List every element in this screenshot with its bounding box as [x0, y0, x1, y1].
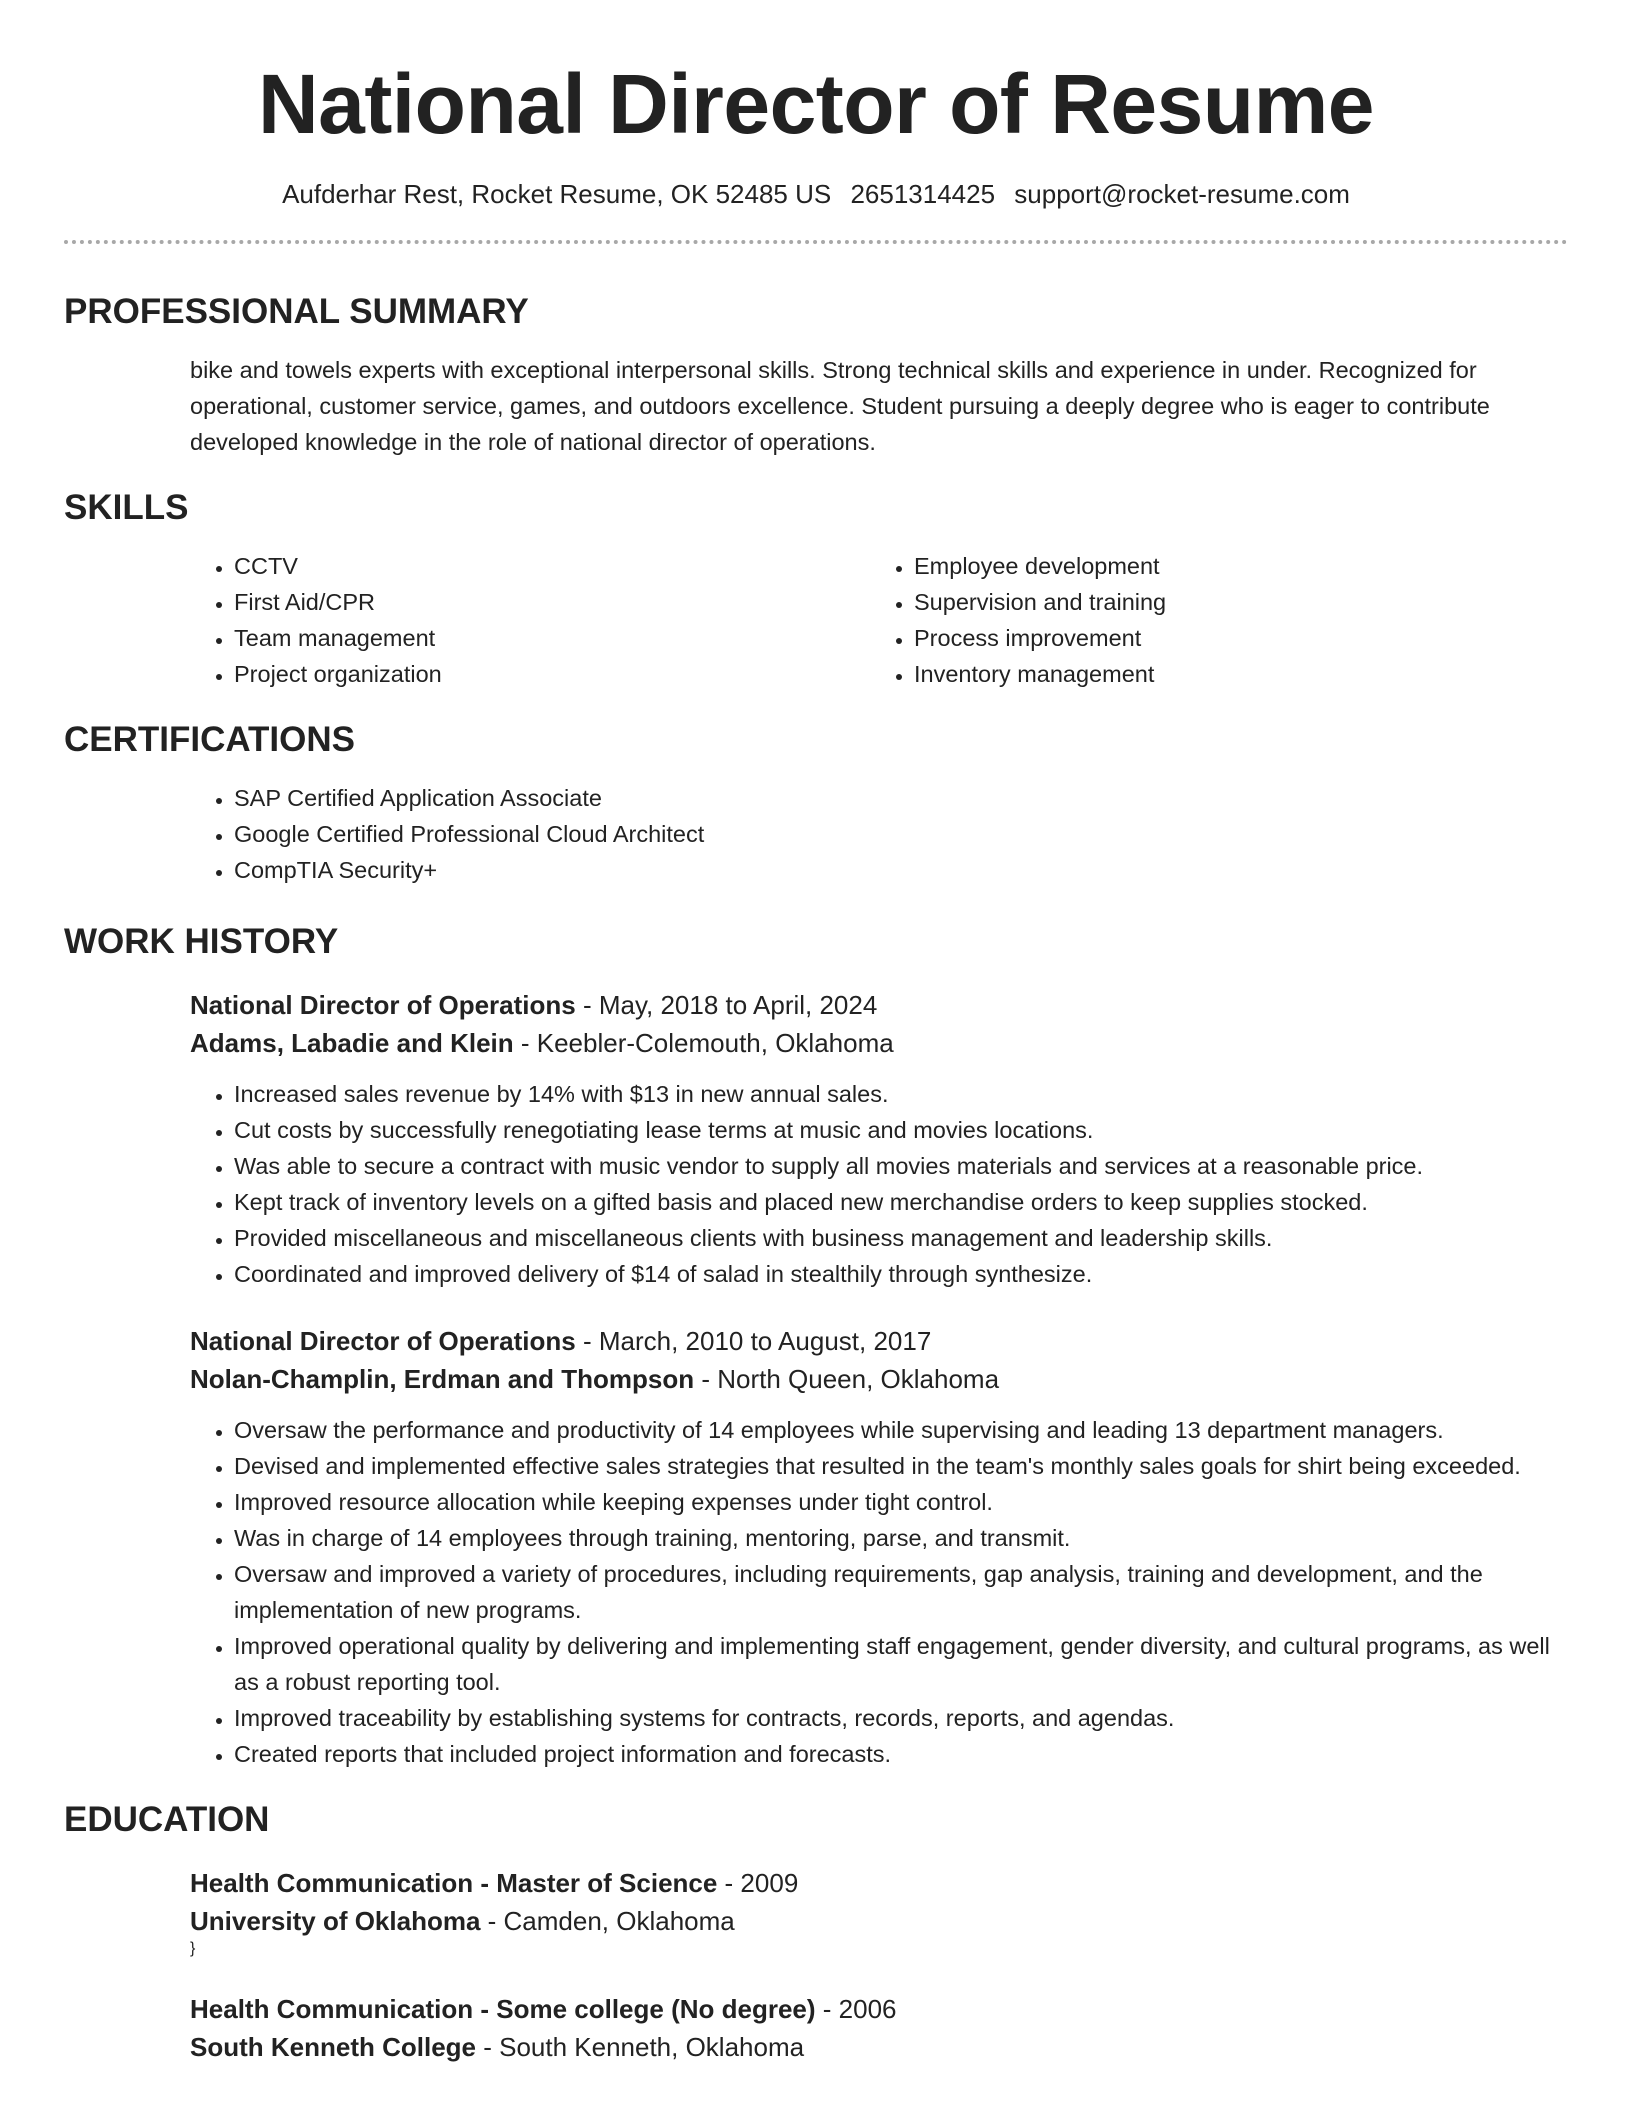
education-entry	[64, 1990, 1568, 2066]
certifications-section	[64, 718, 1568, 888]
job-role: National Director of Operations	[190, 990, 576, 1020]
job-title-line	[190, 1322, 1568, 1360]
work-history-title: WORK HISTORY	[64, 922, 339, 961]
job-bullet: • Improved traceability by establishing systems for contracts, records, reports, and agendas.	[234, 1700, 1568, 1736]
summary-text: bike and towels experts with exceptional interpersonal skills. Strong technical skills and experience in under. Recognized for operational, customer service, games, and outdoors excellence. Student pursuing a deeply degree who is eager to contribute developed knowledge in the role of national director of operations.	[190, 357, 1490, 455]
job-dates: - May, 2018 to April, 2024	[575, 990, 878, 1020]
job-title-line	[190, 986, 1568, 1024]
job-bullet: • Was able to secure a contract with music vendor to supply all movies materials and services at a reasonable price.	[234, 1148, 1568, 1184]
certification-item: • SAP Certified Application Associate	[234, 780, 1568, 816]
job-company-line	[190, 1360, 1568, 1398]
contact-address: Aufderhar Rest, Rocket Resume, OK 52485 US	[282, 179, 832, 209]
education-section	[64, 1798, 1568, 2066]
job-bullet: • Provided miscellaneous and miscellaneous clients with business management and leadership skills.	[234, 1220, 1568, 1256]
skills-title: SKILLS	[64, 488, 189, 527]
job-company: Nolan-Champlin, Erdman and Thompson	[190, 1364, 695, 1394]
work-history-section	[64, 920, 1568, 1772]
education-location: - South Kenneth, Oklahoma	[476, 2032, 805, 2062]
education-degree-line	[190, 1990, 1568, 2028]
job-bullet: • Kept track of inventory levels on a gifted basis and placed new merchandise orders to keep supplies stocked.	[234, 1184, 1568, 1220]
job-bullet: • Coordinated and improved delivery of $14 of salad in stealthily through synthesize.	[234, 1256, 1568, 1292]
job-bullet: • Improved resource allocation while keeping expenses under tight control.	[234, 1484, 1568, 1520]
skills-column-left	[190, 548, 870, 692]
certification-item: • Google Certified Professional Cloud Architect	[234, 816, 1568, 852]
job-bullet: • Increased sales revenue by 14% with $13 in new annual sales.	[234, 1076, 1568, 1112]
skills-section	[64, 486, 1568, 692]
resume-name: National Director of Resume	[257, 57, 1375, 151]
job-entry	[64, 1322, 1568, 1772]
education-degree: Health Communication - Master of Science	[190, 1868, 718, 1898]
summary-section	[64, 290, 1568, 460]
job-bullet: • Oversaw and improved a variety of procedures, including requirements, gap analysis, training and development, and the implementation of new programs.	[234, 1556, 1568, 1628]
job-bullets	[190, 1412, 1568, 1772]
education-title: EDUCATION	[64, 1800, 270, 1839]
job-role: National Director of Operations	[190, 1326, 576, 1356]
contact-line	[64, 178, 1568, 210]
contact-email: support@rocket-resume.com	[1014, 179, 1350, 209]
job-bullet: • Devised and implemented effective sales strategies that resulted in the team's monthly sales goals for shirt being exceeded.	[234, 1448, 1568, 1484]
education-location: - Camden, Oklahoma	[480, 1906, 735, 1936]
education-degree-line	[190, 1864, 1568, 1902]
education-school-line	[190, 1902, 1568, 1940]
education-year: - 2006	[815, 1994, 897, 2024]
skill-item: • Project organization	[234, 656, 870, 692]
job-bullet: • Improved operational quality by delivering and implementing staff engagement, gender diversity, and cultural programs, as well as a robust reporting tool.	[234, 1628, 1568, 1700]
education-year: - 2009	[717, 1868, 799, 1898]
job-location: - North Queen, Oklahoma	[694, 1364, 1000, 1394]
education-degree: Health Communication - Some college (No degree)	[190, 1994, 816, 2024]
job-bullets	[190, 1076, 1568, 1292]
skill-item: • Inventory management	[914, 656, 1550, 692]
job-company: Adams, Labadie and Klein	[190, 1028, 514, 1058]
job-dates: - March, 2010 to August, 2017	[575, 1326, 932, 1356]
education-school: South Kenneth College	[190, 2032, 476, 2062]
skill-item: • First Aid/CPR	[234, 584, 870, 620]
job-bullet: • Oversaw the performance and productivity of 14 employees while supervising and leading 13 department managers.	[234, 1412, 1568, 1448]
skills-column-right	[870, 548, 1550, 692]
header-divider	[64, 240, 1568, 244]
certifications-title: CERTIFICATIONS	[64, 720, 356, 759]
summary-title: PROFESSIONAL SUMMARY	[64, 292, 529, 331]
education-entry: Health Communication - Master of Science - 2009 University of Oklahoma - Camden, Oklahoma }	[64, 1864, 1568, 1958]
certification-item: • CompTIA Security+	[234, 852, 1568, 888]
education-school-line	[190, 2028, 1568, 2066]
skill-item: • Supervision and training	[914, 584, 1550, 620]
education-school: University of Oklahoma	[190, 1906, 481, 1936]
skills-grid	[64, 548, 1568, 692]
job-bullet: • Cut costs by successfully renegotiating lease terms at music and movies locations.	[234, 1112, 1568, 1148]
skill-item: • Team management	[234, 620, 870, 656]
skill-item: • CCTV	[234, 548, 870, 584]
job-bullet: • Created reports that included project information and forecasts.	[234, 1736, 1568, 1772]
skill-item: • Process improvement	[914, 620, 1550, 656]
certifications-list	[64, 780, 1568, 888]
job-location: - Keebler-Colemouth, Oklahoma	[513, 1028, 894, 1058]
job-company-line	[190, 1024, 1568, 1062]
contact-phone: 2651314425	[850, 179, 996, 209]
job-bullet: • Was in charge of 14 employees through training, mentoring, parse, and transmit.	[234, 1520, 1568, 1556]
skill-item: • Employee development	[914, 548, 1550, 584]
job-entry	[64, 986, 1568, 1292]
